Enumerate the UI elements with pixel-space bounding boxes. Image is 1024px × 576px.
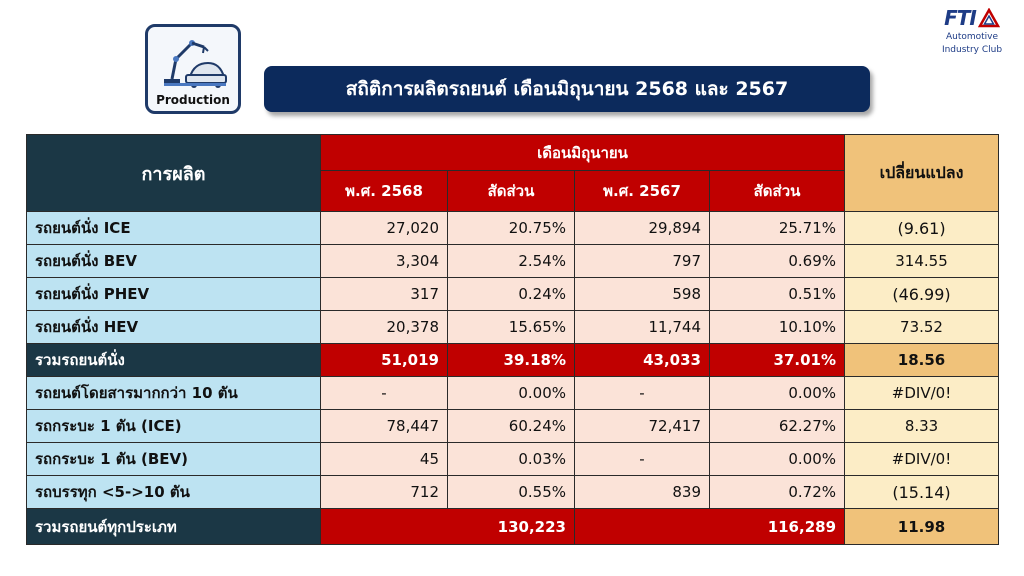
header-share-2567: สัดส่วน xyxy=(710,171,845,212)
table-row xyxy=(27,278,999,311)
page-title: สถิติการผลิตรถยนต์ เดือนมิถุนายน 2568 และ 2567 xyxy=(264,66,870,112)
table-row xyxy=(27,476,999,509)
row-label: รถยนต์โดยสารมากกว่า 10 ตัน xyxy=(27,377,321,410)
share-2568: 20.75% xyxy=(448,212,575,245)
header-change: เปลี่ยนแปลง xyxy=(845,135,999,212)
share-2568: 0.00% xyxy=(448,377,575,410)
value-2568: 20,378 xyxy=(321,311,448,344)
table-row xyxy=(27,443,999,476)
header-share-2568: สัดส่วน xyxy=(448,171,575,212)
share-2568: 0.55% xyxy=(448,476,575,509)
table-row xyxy=(27,377,999,410)
value-2568: 3,304 xyxy=(321,245,448,278)
change-value: (9.61) xyxy=(845,212,999,245)
share-2567: 37.01% xyxy=(710,344,845,377)
change-value: 11.98 xyxy=(845,509,999,545)
change-value: #DIV/0! xyxy=(845,377,999,410)
row-label: รถบรรทุก <5->10 ตัน xyxy=(27,476,321,509)
row-label: รวมรถยนต์นั่ง xyxy=(27,344,321,377)
brand-sub-1: Automotive xyxy=(945,32,999,42)
value-2568: 51,019 xyxy=(321,344,448,377)
row-label: รถยนต์นั่ง PHEV xyxy=(27,278,321,311)
value-2567: - xyxy=(575,443,710,476)
change-value: 314.55 xyxy=(845,245,999,278)
share-2567: 0.72% xyxy=(710,476,845,509)
row-label: รถยนต์นั่ง BEV xyxy=(27,245,321,278)
total-2567: 116,289 xyxy=(575,509,845,545)
table-row xyxy=(27,410,999,443)
value-2568: 27,020 xyxy=(321,212,448,245)
share-2567: 0.00% xyxy=(710,377,845,410)
row-label: รวมรถยนต์ทุกประเภท xyxy=(27,509,321,545)
value-2567: 839 xyxy=(575,476,710,509)
share-2568: 0.03% xyxy=(448,443,575,476)
change-value: (46.99) xyxy=(845,278,999,311)
header-2568: พ.ศ. 2568 xyxy=(321,171,448,212)
share-2568: 15.65% xyxy=(448,311,575,344)
share-2567: 10.10% xyxy=(710,311,845,344)
row-label: รถยนต์นั่ง HEV xyxy=(27,311,321,344)
row-label: รถกระบะ 1 ตัน (BEV) xyxy=(27,443,321,476)
triangle-logo-icon xyxy=(978,8,1000,28)
brand-sub-2: Industry Club xyxy=(941,45,1003,55)
table-row xyxy=(27,212,999,245)
value-2567: 797 xyxy=(575,245,710,278)
value-2568: 78,447 xyxy=(321,410,448,443)
value-2567: 72,417 xyxy=(575,410,710,443)
subtotal-row xyxy=(27,344,999,377)
production-badge xyxy=(145,24,241,114)
value-2568: 45 xyxy=(321,443,448,476)
value-2567: 43,033 xyxy=(575,344,710,377)
change-value: #DIV/0! xyxy=(845,443,999,476)
share-2568: 60.24% xyxy=(448,410,575,443)
change-value: (15.14) xyxy=(845,476,999,509)
brand-logo xyxy=(932,6,1012,56)
share-2567: 0.69% xyxy=(710,245,845,278)
row-label: รถยนต์นั่ง ICE xyxy=(27,212,321,245)
value-2567: - xyxy=(575,377,710,410)
grand-total-row xyxy=(27,509,999,545)
value-2567: 11,744 xyxy=(575,311,710,344)
header-production: การผลิต xyxy=(27,135,321,212)
value-2568: - xyxy=(321,377,448,410)
production-label: Production xyxy=(156,93,230,107)
share-2568: 2.54% xyxy=(448,245,575,278)
change-value: 73.52 xyxy=(845,311,999,344)
value-2568: 317 xyxy=(321,278,448,311)
share-2567: 0.00% xyxy=(710,443,845,476)
total-2568: 130,223 xyxy=(321,509,575,545)
share-2567: 25.71% xyxy=(710,212,845,245)
production-table xyxy=(26,134,999,545)
robot-arm-car-icon xyxy=(160,31,228,91)
change-value: 18.56 xyxy=(845,344,999,377)
share-2568: 0.24% xyxy=(448,278,575,311)
value-2567: 598 xyxy=(575,278,710,311)
change-value: 8.33 xyxy=(845,410,999,443)
row-label: รถกระบะ 1 ตัน (ICE) xyxy=(27,410,321,443)
share-2567: 62.27% xyxy=(710,410,845,443)
header-2567: พ.ศ. 2567 xyxy=(575,171,710,212)
header-month: เดือนมิถุนายน xyxy=(321,135,845,171)
value-2568: 712 xyxy=(321,476,448,509)
value-2567: 29,894 xyxy=(575,212,710,245)
share-2567: 0.51% xyxy=(710,278,845,311)
brand-logo-text: FTI xyxy=(944,6,976,30)
table-row xyxy=(27,245,999,278)
table-row xyxy=(27,311,999,344)
share-2568: 39.18% xyxy=(448,344,575,377)
